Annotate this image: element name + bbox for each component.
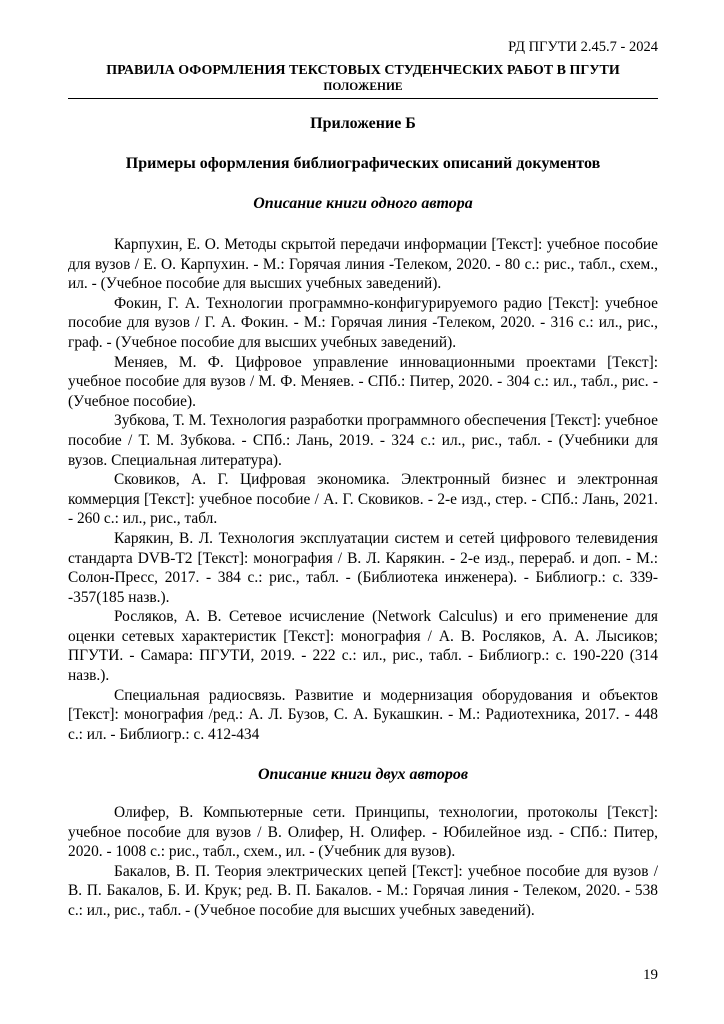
- bibliography-entry: Зубкова, Т. М. Технология разработки программного обеспечения [Текст]: учебное пособие / Т. М. Зубкова. - СПб.: Лань, 2019. - 324 с.: ил., рис., табл. - (Учебники для вузов. Специальная литература).: [68, 412, 658, 469]
- document-code: РД ПГУТИ 2.45.7 - 2024: [508, 39, 658, 55]
- page-number: 19: [643, 967, 658, 983]
- section-title: Примеры оформления библиографических описаний документов: [125, 155, 601, 172]
- appendix-title: Приложение Б: [310, 115, 416, 132]
- two-authors-list: [68, 803, 658, 921]
- one-author-heading: Описание книги одного автора: [253, 195, 473, 212]
- bibliography-entry: Олифер, В. Компьютерные сети. Принципы, технологии, протоколы [Текст]: учебное пособие для вузов / В. Олифер, Н. Олифер. - Юбилейное изд. - СПб.: Питер, 2020. - 1008 с.: рис., табл., схем., ил. - (Учебник для вузов).: [68, 804, 658, 861]
- regulation-title: ПРАВИЛА ОФОРМЛЕНИЯ ТЕКСТОВЫХ СТУДЕНЧЕСКИХ РАБОТ В ПГУТИ: [106, 63, 620, 78]
- bibliography-entry: Карякин, В. Л. Технология эксплуатации систем и сетей цифрового телевидения стандарта DVB-T2 [Текст]: монография / В. Л. Карякин. - 2-е изд., перераб. и доп. - М.: Солон-Пресс, 2017. - 384 с.: рис., табл. - (Библиотека инженера). - Библиогр.: с. 339--357(185 назв.).: [68, 529, 658, 606]
- regulation-type: ПОЛОЖЕНИЕ: [323, 81, 403, 93]
- bibliography-entry: Росляков, А. В. Сетевое исчисление (Network Calculus) и его применение для оценки сетевых характеристик [Текст]: монография / А. В. Росляков, А. А. Лысиков; ПГУТИ. - Самара: ПГУТИ, 2019. - 222 с.: ил., рис., табл. - Библиогр.: с. 190-220 (314 назв.).: [68, 608, 658, 685]
- bibliography-entry: Карпухин, Е. О. Методы скрытой передачи информации [Текст]: учебное пособие для вузов / Е. О. Карпухин. - М.: Горячая линия -Телеком, 2020. - 80 с.: рис., табл., схем., ил. - (Учебное пособие для высших учебных заведений).: [68, 236, 658, 293]
- bibliography-entry: Бакалов, В. П. Теория электрических цепей [Текст]: учебное пособие для вузов / В. П. Бакалов, Б. И. Крук; ред. В. П. Бакалов. - М.: Горячая линия - Телеком, 2020. - 538 с.: ил., рис., табл. - (Учебное пособие для высших учебных заведений).: [68, 862, 658, 919]
- document-page: [68, 38, 658, 998]
- bibliography-entry: Сковиков, А. Г. Цифровая экономика. Электронный бизнес и электронная коммерция [Текст]: учебное пособие / А. Г. Сковиков. - 2-е изд., стер. - СПб.: Лань, 2021. - 260 с.: ил., рис., табл.: [68, 471, 658, 528]
- two-authors-heading: Описание книги двух авторов: [257, 766, 469, 783]
- bibliography-entry: Фокин, Г. А. Технологии программно-конфигурируемого радио [Текст]: учебное пособие для вузов / Г. А. Фокин. - М.: Горячая линия -Телеком, 2020. - 316 с.: ил., рис., граф. - (Учебное пособие для высших учебных заведений).: [68, 294, 658, 351]
- one-author-list: [68, 235, 658, 744]
- header-divider: [68, 98, 658, 99]
- bibliography-entry: Меняев, М. Ф. Цифровое управление инновационными проектами [Текст]: учебное пособие для вузов / М. Ф. Меняев. - СПб.: Питер, 2020. - 304 с.: ил., табл., рис. - (Учебное пособие).: [68, 353, 658, 410]
- bibliography-entry: Специальная радиосвязь. Развитие и модернизация оборудования и объектов [Текст]: монография /ред.: А. Л. Бузов, С. А. Букашкин. - М.: Радиотехника, 2017. - 448 с.: ил. - Библиогр.: с. 412-434: [68, 686, 658, 743]
